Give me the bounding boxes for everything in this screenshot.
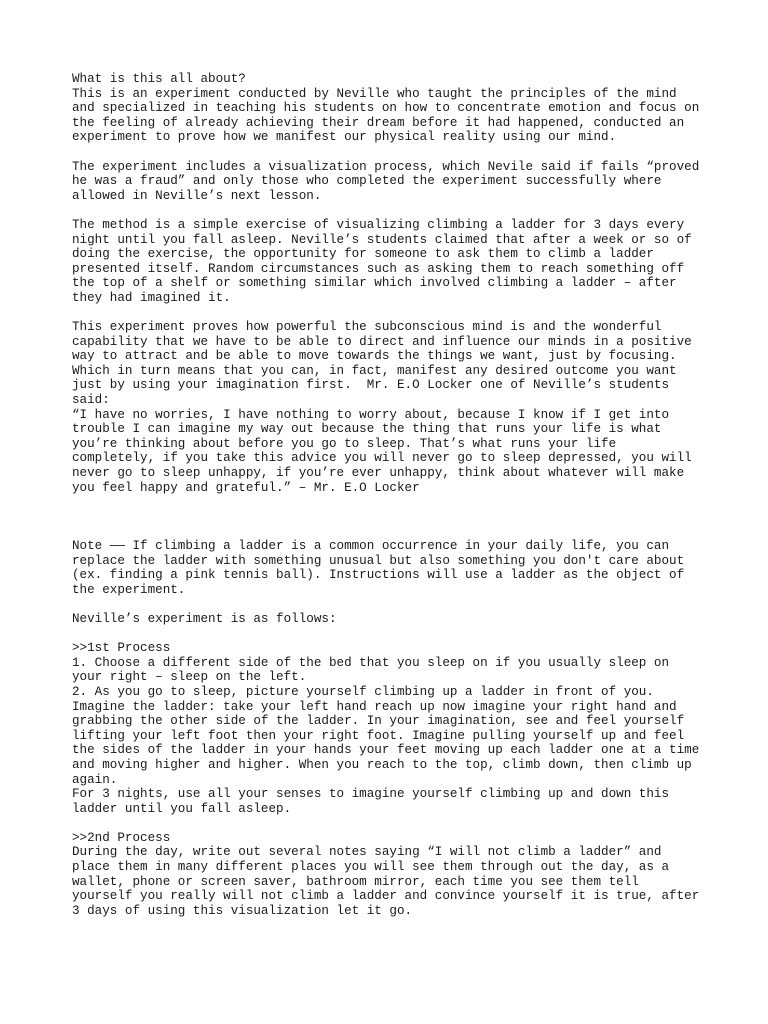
text-line: >>2nd Process: [72, 830, 171, 845]
text-line: (ex. finding a pink tennis ball). Instructions will use a ladder as the object of: [72, 568, 685, 583]
text-line: the top of a shelf or something similar which involved climbing a ladder – after: [72, 276, 677, 291]
text-line: you feel happy and grateful.” – Mr. E.O Locker: [72, 480, 420, 495]
text-line: grabbing the other side of the ladder. In your imagination, see and feel yourself: [72, 714, 685, 729]
text-line: lifting your left foot then your right foot. Imagine pulling yourself up and feel: [72, 728, 685, 743]
text-line: presented itself. Random circumstances such as asking them to reach something off: [72, 261, 685, 276]
blank-line: [72, 306, 712, 321]
text-line: This experiment proves how powerful the subconscious mind is and the wonderful: [72, 320, 662, 335]
text-line: said:: [72, 393, 110, 408]
text-line: 1. Choose a different side of the bed that you sleep on if you usually sleep on: [72, 655, 670, 670]
text-line: and specialized in teaching his students on how to concentrate emotion and focus on: [72, 101, 700, 116]
blank-line: [72, 524, 712, 539]
text-line: the feeling of already achieving their dream before it had happened, conducted an: [72, 115, 685, 130]
text-line: The method is a simple exercise of visualizing climbing a ladder for 3 days every: [72, 217, 685, 232]
text-line: trouble I can imagine my way out because the thing that runs your life is what: [72, 422, 662, 437]
text-line: the sides of the ladder in your hands your feet moving up each ladder one at a time: [72, 743, 700, 758]
blank-line: [72, 597, 712, 612]
text-line: your right – sleep on the left.: [72, 670, 307, 685]
text-line: >>1st Process: [72, 641, 171, 656]
text-line: place them in many different places you will see them through out the day, as a: [72, 860, 670, 875]
blank-line: [72, 816, 712, 831]
text-line: never go to sleep unhappy, if you’re ever unhappy, think about whatever will make: [72, 466, 685, 481]
text-line: doing the exercise, the opportunity for someone to ask them to climb a ladder: [72, 247, 654, 262]
text-line: and moving higher and higher. When you reach to the top, climb down, then climb up: [72, 757, 692, 772]
text-line: replace the ladder with something unusual but also something you don't care about: [72, 553, 685, 568]
text-line: ladder until you fall asleep.: [72, 801, 292, 816]
text-line: way to attract and be able to move towards the things we want, just by focusing.: [72, 349, 677, 364]
text-line: 2. As you go to sleep, picture yourself climbing up a ladder in front of you.: [72, 684, 654, 699]
text-line: they had imagined it.: [72, 290, 231, 305]
blank-line: [72, 495, 712, 510]
text-line: just by using your imagination first. Mr. E.O Locker one of Neville’s students: [72, 378, 670, 393]
blank-line: [72, 203, 712, 218]
text-line: completely, if you take this advice you will never go to sleep depressed, you will: [72, 451, 692, 466]
text-line: night until you fall asleep. Neville’s students claimed that after a week or so of: [72, 232, 692, 247]
text-line: For 3 nights, use all your senses to imagine yourself climbing up and down this: [72, 787, 670, 802]
text-line: yourself you really will not climb a ladder and convince yourself it is true, after: [72, 889, 700, 904]
text-line: This is an experiment conducted by Neville who taught the principles of the mind: [72, 86, 677, 101]
text-line: again.: [72, 772, 118, 787]
text-line: Note —— If climbing a ladder is a common occurrence in your daily life, you can: [72, 539, 670, 553]
text-line: What is this all about?: [72, 72, 246, 86]
text-line: The experiment includes a visualization process, which Nevile said if fails “proved: [72, 159, 700, 174]
text-line: you’re thinking about before you go to sleep. That’s what runs your life: [72, 436, 617, 451]
text-line: capability that we have to be able to direct and influence our minds in a positive: [72, 334, 692, 349]
blank-line: [72, 627, 712, 642]
text-line: experiment to prove how we manifest our physical reality using our mind.: [72, 130, 617, 145]
text-line: During the day, write out several notes saying “I will not climb a ladder” and: [72, 845, 662, 860]
text-line: Which in turn means that you can, in fact, manifest any desired outcome you want: [72, 363, 677, 378]
blank-line: [72, 510, 712, 525]
document-body: [72, 72, 712, 918]
text-line: Imagine the ladder: take your left hand reach up now imagine your right hand and: [72, 699, 677, 714]
text-line: wallet, phone or screen saver, bathroom mirror, each time you see them tell: [72, 874, 639, 889]
text-line: 3 days of using this visualization let it go.: [72, 903, 413, 918]
text-line: he was a fraud” and only those who completed the experiment successfully where: [72, 174, 662, 189]
text-line: allowed in Neville’s next lesson.: [72, 188, 322, 203]
text-line: the experiment.: [72, 582, 186, 597]
blank-line: [72, 145, 712, 160]
text-line: “I have no worries, I have nothing to worry about, because I know if I get into: [72, 407, 670, 422]
text-line: Neville’s experiment is as follows:: [72, 611, 337, 626]
